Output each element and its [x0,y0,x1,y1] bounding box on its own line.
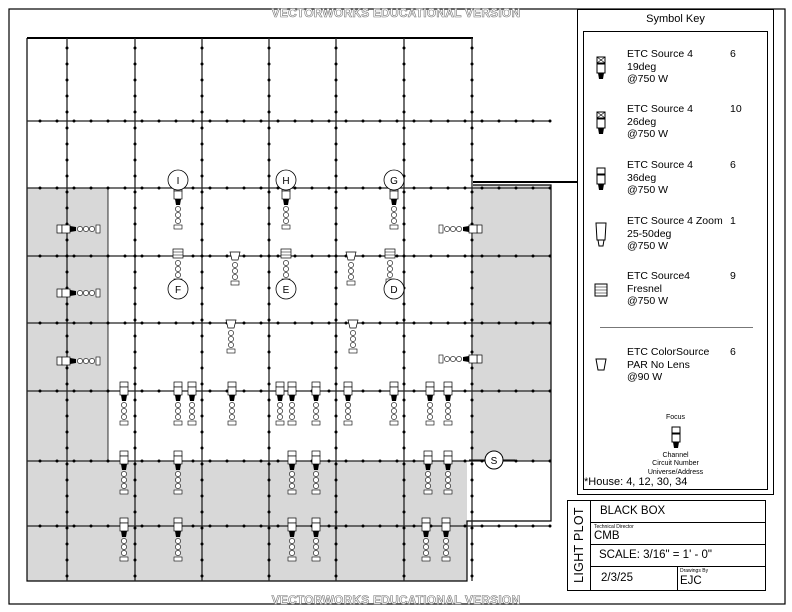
fixture-ellipsoidal [444,382,452,425]
light-plot-label: LIGHT PLOT [572,507,586,583]
fixture-ellipsoidal [390,186,398,229]
key-item-count: 6 [730,48,736,60]
key-item-name: ETC Source 4 19deg @750 W [627,48,693,85]
area-label: F [174,285,182,296]
legend-fixture-icon [669,425,683,451]
date-text: 2/3/25 [601,572,633,584]
led-par-icon [594,352,608,380]
fixture-ellipsoidal [282,186,290,229]
focus-legend [584,414,767,477]
symbol-key-title: Symbol Key [646,13,705,25]
key-item-name: ETC Source4 Fresnel @750 W [627,270,691,307]
fixture-fresnel [281,249,291,283]
date-row [591,567,765,590]
area-label: H [282,176,290,187]
watermark-bottom: VECTORWORKS EDUCATIONAL VERSION [271,593,521,607]
fixture-ellipsoidal [390,382,398,425]
key-divider [600,327,753,328]
focus-legend-channel: Channel [662,451,689,459]
fixture-fresnel [173,249,183,283]
focus-legend-universe: Universe/Address [647,468,704,476]
fixture-led-par [348,320,358,353]
fixture-ellipsoidal [228,382,236,425]
fixture-ellipsoidal [426,382,434,425]
fixture-ellipsoidal [439,225,482,233]
focus-legend-focus: Focus [665,414,686,421]
fixture-ellipsoidal [174,186,182,229]
fresnel-icon [594,276,608,304]
key-item-name: ETC Source 4 36deg @750 W [627,159,693,196]
section-label: S [490,456,498,467]
scale-text: SCALE: 3/16" = 1' - 0" [599,549,712,561]
drawn-by-name: EJC [680,575,702,587]
fixture-led-par [230,252,240,285]
fixture-ellipsoidal [120,382,128,425]
key-item-count: 9 [730,270,736,282]
fixture-ellipsoidal [276,382,284,425]
watermark-top: VECTORWORKS EDUCATIONAL VERSION [271,6,521,20]
fixture-ellipsoidal [344,382,352,425]
key-item-count: 6 [730,159,736,171]
fixture-ellipsoidal [174,382,182,425]
house-note: *House: 4, 12, 30, 34 [584,476,688,488]
venue-row [591,501,765,523]
title-block-side [568,501,591,590]
key-item-name: ETC Source 4 26deg @750 W [627,103,693,140]
title-block [567,500,766,591]
area-label: E [282,285,290,296]
scale-row [591,545,765,567]
ellipsoidal-19-icon [594,54,608,82]
ellipsoidal-36-icon [594,165,608,193]
fixture-ellipsoidal [188,382,196,425]
symbol-key [577,9,774,495]
area-label: I [176,176,180,187]
key-item-count: 6 [730,346,736,358]
td-row [591,523,765,545]
area-label: G [390,176,398,187]
zoom-ellipsoidal-icon [594,221,608,249]
area-labels [168,170,404,299]
fixture-fresnel [385,249,395,283]
symbol-key-box [583,31,768,490]
key-item-count: 10 [730,103,742,115]
ellipsoidal-26-icon [594,109,608,137]
venue-name: BLACK BOX [600,505,666,517]
fixture-led-par [346,252,356,285]
td-caption: Technical Director [594,524,634,530]
fixture-ellipsoidal [288,382,296,425]
key-item-name: ETC Source 4 Zoom 25-50deg @750 W [627,215,723,252]
fixture-ellipsoidal [312,382,320,425]
key-item-count: 1 [730,215,736,227]
date-cell [591,567,678,590]
drawn-by-caption: Drawings By [680,568,709,574]
td-name: CMB [594,530,620,542]
key-item-name: ETC ColorSource PAR No Lens @90 W [627,346,710,383]
area-label: D [390,285,398,296]
fixture-led-par [226,320,236,353]
focus-legend-circuit: Circuit Number [652,460,699,467]
fixture-ellipsoidal [439,355,482,363]
